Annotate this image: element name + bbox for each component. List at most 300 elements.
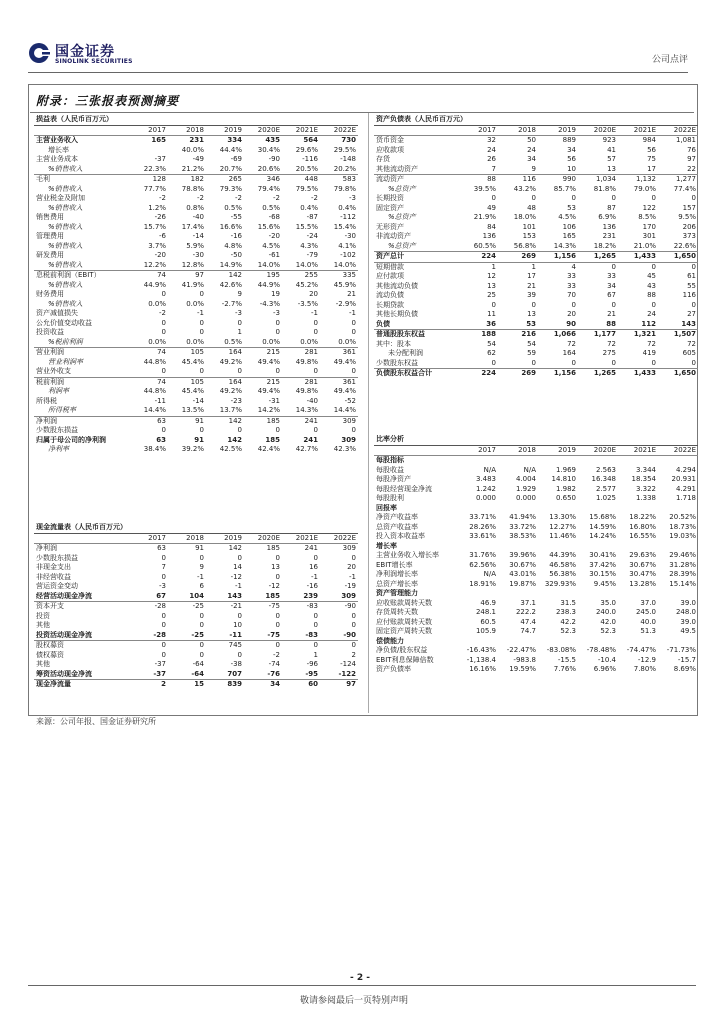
row-value: 54 — [527, 339, 536, 348]
row-value: 49.5 — [680, 627, 696, 635]
row-value: -1 — [311, 309, 318, 317]
row-value: 8.5% — [638, 213, 656, 221]
row-value: 79.8% — [333, 184, 356, 193]
row-label: 负债股东权益合计 — [376, 369, 432, 377]
row-value: 0.0% — [130, 338, 168, 348]
row-value: 0 — [458, 359, 498, 369]
row-value: -74 — [268, 660, 280, 668]
row-value: 67 — [607, 291, 616, 299]
row-value: 7.80% — [633, 665, 656, 673]
row-value: 309 — [342, 416, 356, 425]
row-value: 63 — [157, 544, 166, 552]
row-value: -2 — [159, 309, 166, 317]
row-value: 14.3% — [538, 242, 578, 252]
row-value: -90 — [268, 155, 280, 163]
row-value: 28.26% — [469, 522, 496, 531]
row-value: 35.0 — [600, 598, 616, 607]
table-row — [34, 651, 358, 661]
sinolink-logo-icon — [28, 42, 50, 64]
table-row — [34, 309, 358, 319]
table-row — [34, 367, 358, 377]
row-value: 142 — [228, 544, 242, 552]
row-value: 56.38% — [549, 570, 576, 578]
table-row — [34, 426, 358, 436]
row-value: 0 — [161, 611, 166, 620]
brand-name-cn: 国金证券 — [55, 44, 115, 60]
row-value: -148 — [340, 155, 356, 163]
row-value: 63 — [156, 435, 166, 444]
row-label: 长期投资 — [376, 194, 404, 202]
row-value: 0.8% — [186, 203, 204, 212]
row-value: 39.0 — [680, 617, 696, 626]
row-value: 13.30% — [549, 513, 576, 521]
row-value: 42.0 — [600, 617, 616, 626]
row-value: 142 — [228, 416, 242, 425]
row-value: 116 — [522, 175, 536, 183]
row-value: 18.91% — [469, 579, 496, 588]
row-value: 1.969 — [555, 465, 576, 474]
year-header: 2021E — [618, 125, 658, 136]
row-value: 13 — [578, 165, 618, 175]
row-value: 0 — [199, 553, 204, 562]
row-value: -68 — [268, 213, 280, 221]
table-row — [374, 223, 698, 233]
row-value: 51.3 — [640, 627, 656, 635]
row-value: 85.7% — [553, 184, 576, 193]
row-label: 少数股东损益 — [36, 553, 78, 562]
row-value: 39.5% — [473, 184, 496, 193]
row-value: 0 — [351, 328, 356, 336]
table-row — [34, 436, 358, 446]
row-value: 0 — [351, 611, 356, 620]
row-value: 55 — [687, 281, 696, 290]
row-label: 其他流动资产 — [374, 165, 458, 175]
row-value: 984 — [642, 136, 656, 144]
row-value: 2 — [351, 650, 356, 659]
row-value: 22 — [658, 165, 698, 175]
ratio-group-label: 资产管理能力 — [376, 589, 418, 597]
row-label: 其他流动负债 — [376, 281, 418, 290]
row-value: 0 — [611, 194, 616, 202]
row-value: 7 — [458, 165, 498, 175]
row-value: 18.22% — [629, 513, 656, 521]
year-header: 2018 — [168, 533, 206, 544]
table-row — [374, 262, 698, 272]
row-label: 主营业务收入增长率 — [376, 551, 439, 559]
row-label: 货币资金 — [376, 136, 404, 144]
row-value: 0 — [658, 359, 698, 369]
row-value: 0 — [651, 262, 656, 271]
row-value: 0 — [313, 426, 318, 434]
row-value: 42.7% — [295, 445, 318, 453]
row-value: 1,156 — [553, 369, 576, 377]
brand-name-en: SINOLINK SECURITIES — [55, 58, 133, 65]
row-value: -2.9% — [335, 299, 356, 308]
row-value: 239 — [282, 592, 320, 602]
row-value: 79.4% — [257, 184, 280, 193]
row-value: 1,650 — [658, 252, 698, 263]
row-value: 1,265 — [593, 369, 616, 377]
row-label: 长期贷款 — [376, 300, 404, 309]
row-value: 13 — [487, 281, 496, 290]
year-header: 2017 — [458, 125, 498, 136]
row-value: 13 — [527, 310, 536, 318]
row-value: 39.0 — [680, 598, 696, 607]
row-value: -14 — [192, 396, 204, 405]
row-value: 15 — [194, 680, 204, 688]
row-value: 0 — [313, 553, 318, 562]
row-value: 17 — [527, 272, 536, 280]
row-value: 0 — [275, 553, 280, 562]
row-value: 47.4 — [520, 617, 536, 626]
row-label: 普通股股东权益 — [376, 330, 425, 338]
row-value: 730 — [341, 136, 356, 144]
row-value: 0 — [199, 328, 204, 336]
header-rule — [28, 72, 688, 73]
row-value: 206 — [682, 222, 696, 231]
row-value: 0.650 — [555, 494, 576, 502]
row-value: 49.2% — [219, 387, 242, 395]
row-value: 18.0% — [513, 213, 536, 221]
table-row — [374, 310, 698, 320]
row-value: 0.4% — [338, 203, 356, 212]
row-value: 745 — [228, 641, 242, 649]
row-value: 91 — [195, 416, 204, 425]
row-value: 79.3% — [219, 184, 242, 193]
row-value: 60.5 — [480, 617, 496, 626]
row-value: 1,507 — [673, 330, 696, 338]
row-value: 24 — [487, 145, 496, 154]
row-value: -11 — [154, 396, 166, 405]
row-value: 12.2% — [130, 261, 168, 271]
row-value: 37.1 — [520, 598, 536, 607]
row-value: -96 — [306, 660, 318, 668]
row-value: 128 — [152, 175, 166, 183]
table-row — [34, 660, 358, 670]
row-value: -16 — [230, 232, 242, 240]
row-value: 12 — [487, 272, 496, 280]
row-value: 1.338 — [635, 494, 656, 502]
row-value: -3 — [273, 309, 280, 317]
row-value: 14.3% — [282, 406, 320, 416]
row-value: -1 — [349, 572, 356, 581]
row-label: %销售收入 — [48, 222, 83, 231]
year-header: 2020E — [578, 125, 618, 136]
row-value: 1,650 — [673, 369, 696, 377]
row-value: 74.7 — [520, 627, 536, 635]
row-value: 143 — [206, 592, 244, 602]
table-row — [34, 582, 358, 592]
row-value: 20.6% — [244, 165, 282, 175]
row-value: 15.6% — [257, 222, 280, 231]
row-value: 37.0 — [640, 598, 656, 607]
year-header-blank — [374, 445, 458, 456]
row-value: 142 — [227, 435, 242, 444]
row-value: 74 — [157, 377, 166, 386]
row-value: 105 — [190, 377, 204, 386]
row-value: 0 — [199, 641, 204, 649]
row-value: 0 — [161, 290, 166, 298]
row-value: 105.9 — [475, 627, 496, 635]
row-value: 0 — [161, 426, 166, 434]
row-value: 34 — [607, 281, 616, 290]
row-value: 60.5% — [458, 242, 498, 252]
row-value: 0 — [691, 262, 696, 271]
row-value: 0 — [237, 553, 242, 562]
row-value: 0.5% — [224, 203, 242, 212]
row-value: 185 — [266, 544, 280, 552]
row-value: 45.9% — [333, 280, 356, 289]
ratio-analysis — [374, 435, 698, 675]
table-row — [374, 291, 698, 301]
row-label: 投入资本收益率 — [376, 532, 425, 540]
year-header: 2022E — [320, 533, 358, 544]
row-value: 52.3 — [560, 627, 576, 635]
row-value: 0 — [611, 300, 616, 309]
row-label: 所得税率 — [34, 406, 130, 416]
table-row — [34, 358, 358, 368]
row-label: 总资产增长率 — [376, 579, 418, 588]
table-row — [374, 155, 698, 165]
row-label: 应付款项 — [376, 272, 404, 280]
row-value: 0 — [275, 572, 280, 581]
row-value: 0 — [531, 194, 536, 202]
row-value: 122 — [642, 203, 656, 212]
row-value: -50 — [230, 251, 242, 259]
section-heading: 现金流量表（人民币百万元） — [34, 523, 358, 533]
row-value: 245.0 — [635, 608, 656, 616]
row-label: 债权募资 — [36, 650, 64, 659]
row-label: 总资产收益率 — [376, 522, 418, 531]
row-label: EBIT增长率 — [376, 560, 413, 569]
row-value: 20.931 — [671, 475, 696, 483]
row-value: 43 — [647, 281, 656, 290]
table-row — [374, 532, 698, 542]
row-value: 0 — [161, 650, 166, 659]
row-value: 45.2% — [295, 280, 318, 289]
row-value: -28 — [130, 631, 168, 641]
year-header: 2021E — [282, 125, 320, 136]
table-row — [374, 213, 698, 223]
row-value: 61 — [687, 272, 696, 280]
row-value: -11 — [206, 631, 244, 641]
row-label: 主营业务收入 — [36, 136, 78, 144]
row-value: 0.5% — [262, 203, 280, 212]
year-header: 2022E — [658, 125, 698, 136]
row-value: 164 — [562, 349, 576, 357]
row-value: 30.15% — [589, 570, 616, 578]
row-value: 14.4% — [130, 406, 168, 416]
row-value: 37.42% — [589, 560, 616, 569]
row-value: -102 — [340, 251, 356, 259]
row-value: 40.0% — [181, 145, 204, 154]
row-value: 248.1 — [475, 608, 496, 616]
row-value: 34 — [270, 680, 280, 688]
row-value: 0.0% — [148, 299, 166, 308]
table-row — [34, 290, 358, 300]
year-header: 2017 — [130, 533, 168, 544]
row-value: -2 — [273, 650, 280, 659]
row-value: 0 — [130, 367, 168, 377]
row-value: 12.8% — [168, 261, 206, 271]
row-value: 4.5% — [558, 213, 576, 221]
row-value: 0 — [611, 262, 616, 271]
row-value: 19 — [271, 290, 280, 298]
table-row — [34, 445, 358, 455]
row-label: 其他 — [36, 660, 50, 668]
row-value: 143 — [658, 320, 698, 330]
table-row — [374, 627, 698, 637]
row-value: 309 — [320, 592, 358, 602]
row-value: 30.67% — [509, 560, 536, 569]
row-value: 33.72% — [509, 522, 536, 531]
row-value: 36 — [458, 320, 498, 330]
balance-sheet — [374, 115, 698, 379]
row-value: 9 — [237, 290, 242, 298]
row-value: 136 — [602, 222, 616, 231]
column-divider — [368, 113, 369, 713]
row-value: 46.9 — [480, 598, 496, 607]
row-value: 20.5% — [282, 165, 320, 175]
row-label: 负债 — [374, 320, 458, 330]
row-value: 29.46% — [669, 551, 696, 559]
row-value: 45 — [647, 272, 656, 280]
row-value: 0.5% — [206, 338, 244, 348]
row-value: 34 — [567, 145, 576, 154]
row-value: 33 — [567, 281, 576, 290]
row-value: 59 — [527, 349, 536, 357]
source-note: 来源：公司年报、国金证券研究所 — [36, 717, 156, 726]
row-value: 20 — [567, 310, 576, 318]
row-value: -2 — [273, 194, 280, 202]
row-value: -25 — [192, 602, 204, 610]
row-value: 0.4% — [300, 203, 318, 212]
row-label: 每股收益 — [376, 465, 404, 474]
appendix-title: 附录：三张报表预测摘要 — [36, 94, 180, 108]
row-value: -28 — [154, 602, 166, 610]
table-row — [34, 175, 358, 185]
row-value: 29.6% — [295, 145, 318, 154]
row-value: 1,265 — [578, 252, 618, 263]
row-value: -16 — [306, 582, 318, 590]
row-value: 435 — [265, 136, 280, 144]
year-header: 2021E — [618, 445, 658, 456]
table-row — [374, 570, 698, 580]
table-row — [374, 494, 698, 504]
row-value: 0 — [491, 300, 496, 309]
row-label: 投资活动现金净流 — [34, 631, 130, 641]
table-row — [374, 618, 698, 628]
data-table — [34, 523, 358, 690]
table-row — [34, 251, 358, 261]
row-value: 0 — [531, 300, 536, 309]
row-label: 营业利润 — [36, 348, 64, 356]
row-label: %销售收入 — [34, 261, 130, 271]
row-value: 33 — [567, 272, 576, 280]
section-heading: 比率分析 — [374, 435, 698, 445]
row-value: 0 — [161, 641, 166, 649]
ratio-group-row — [374, 542, 698, 552]
row-value: 0.0% — [244, 338, 282, 348]
table-row — [374, 608, 698, 618]
row-value: 48 — [527, 203, 536, 212]
row-value: 50 — [527, 136, 536, 144]
row-value: 16.16% — [469, 665, 496, 673]
row-value: 0.0% — [282, 338, 320, 348]
row-value: 14.0% — [320, 261, 358, 271]
row-value: 1.242 — [475, 484, 496, 493]
row-label: 未分配利润 — [388, 349, 423, 357]
row-label: %总资产 — [388, 184, 416, 193]
row-value: 91 — [194, 435, 204, 444]
row-value: 2.577 — [595, 484, 616, 493]
row-value: 38.53% — [509, 532, 536, 540]
row-value: 70 — [567, 291, 576, 299]
table-row — [34, 348, 358, 358]
row-value: 19.03% — [669, 532, 696, 540]
row-label: 归属于母公司的净利润 — [36, 435, 106, 444]
row-value: 0 — [275, 611, 280, 620]
row-value: 44.8% — [143, 387, 166, 395]
row-value: 0 — [275, 426, 280, 434]
row-value: -122 — [320, 670, 358, 680]
ratio-group-label: 每股指标 — [376, 456, 404, 464]
row-value: 0 — [161, 318, 166, 327]
row-value: 8.69% — [673, 665, 696, 673]
row-value: 17.4% — [181, 222, 204, 231]
row-value: 3.322 — [635, 484, 656, 493]
row-value: 88 — [578, 320, 618, 330]
row-value: -116 — [302, 155, 318, 163]
row-value: 4.294 — [675, 465, 696, 474]
row-value: 28.39% — [669, 570, 696, 578]
row-value: 7.76% — [553, 665, 576, 673]
row-value: 335 — [342, 271, 356, 279]
row-value: -3 — [235, 309, 242, 317]
table-row — [374, 175, 698, 185]
row-value: 31.5 — [560, 598, 576, 607]
row-value: 22.6% — [658, 242, 698, 252]
row-value: 21 — [607, 310, 616, 318]
row-value: 1,034 — [595, 175, 616, 183]
row-value: 15.68% — [589, 513, 616, 521]
table-row — [374, 523, 698, 533]
row-value: 53 — [567, 203, 576, 212]
table-row — [374, 320, 698, 330]
row-value: -21 — [230, 602, 242, 610]
table-row — [374, 340, 698, 350]
year-header-row — [374, 445, 698, 456]
row-label: 资产负债率 — [376, 665, 411, 673]
row-label: 公允价值变动收益 — [36, 318, 92, 327]
row-value: 605 — [682, 349, 696, 357]
row-value: 97 — [687, 155, 696, 163]
row-label: 股权募资 — [36, 641, 64, 649]
data-table — [374, 435, 698, 675]
row-value: -15.7 — [677, 655, 696, 664]
row-value: 21.9% — [473, 213, 496, 221]
row-value: 49.8% — [295, 357, 318, 366]
table-row — [374, 185, 698, 195]
row-value: 0.0% — [168, 338, 206, 348]
row-value: 19.59% — [509, 665, 536, 673]
row-value: -37 — [154, 660, 166, 668]
row-value: -112 — [340, 213, 356, 221]
row-value: 153 — [522, 232, 536, 240]
row-label: 息税前利润（EBIT） — [36, 271, 101, 279]
row-value: 222.2 — [515, 608, 536, 616]
row-value: 329.93% — [544, 579, 576, 588]
